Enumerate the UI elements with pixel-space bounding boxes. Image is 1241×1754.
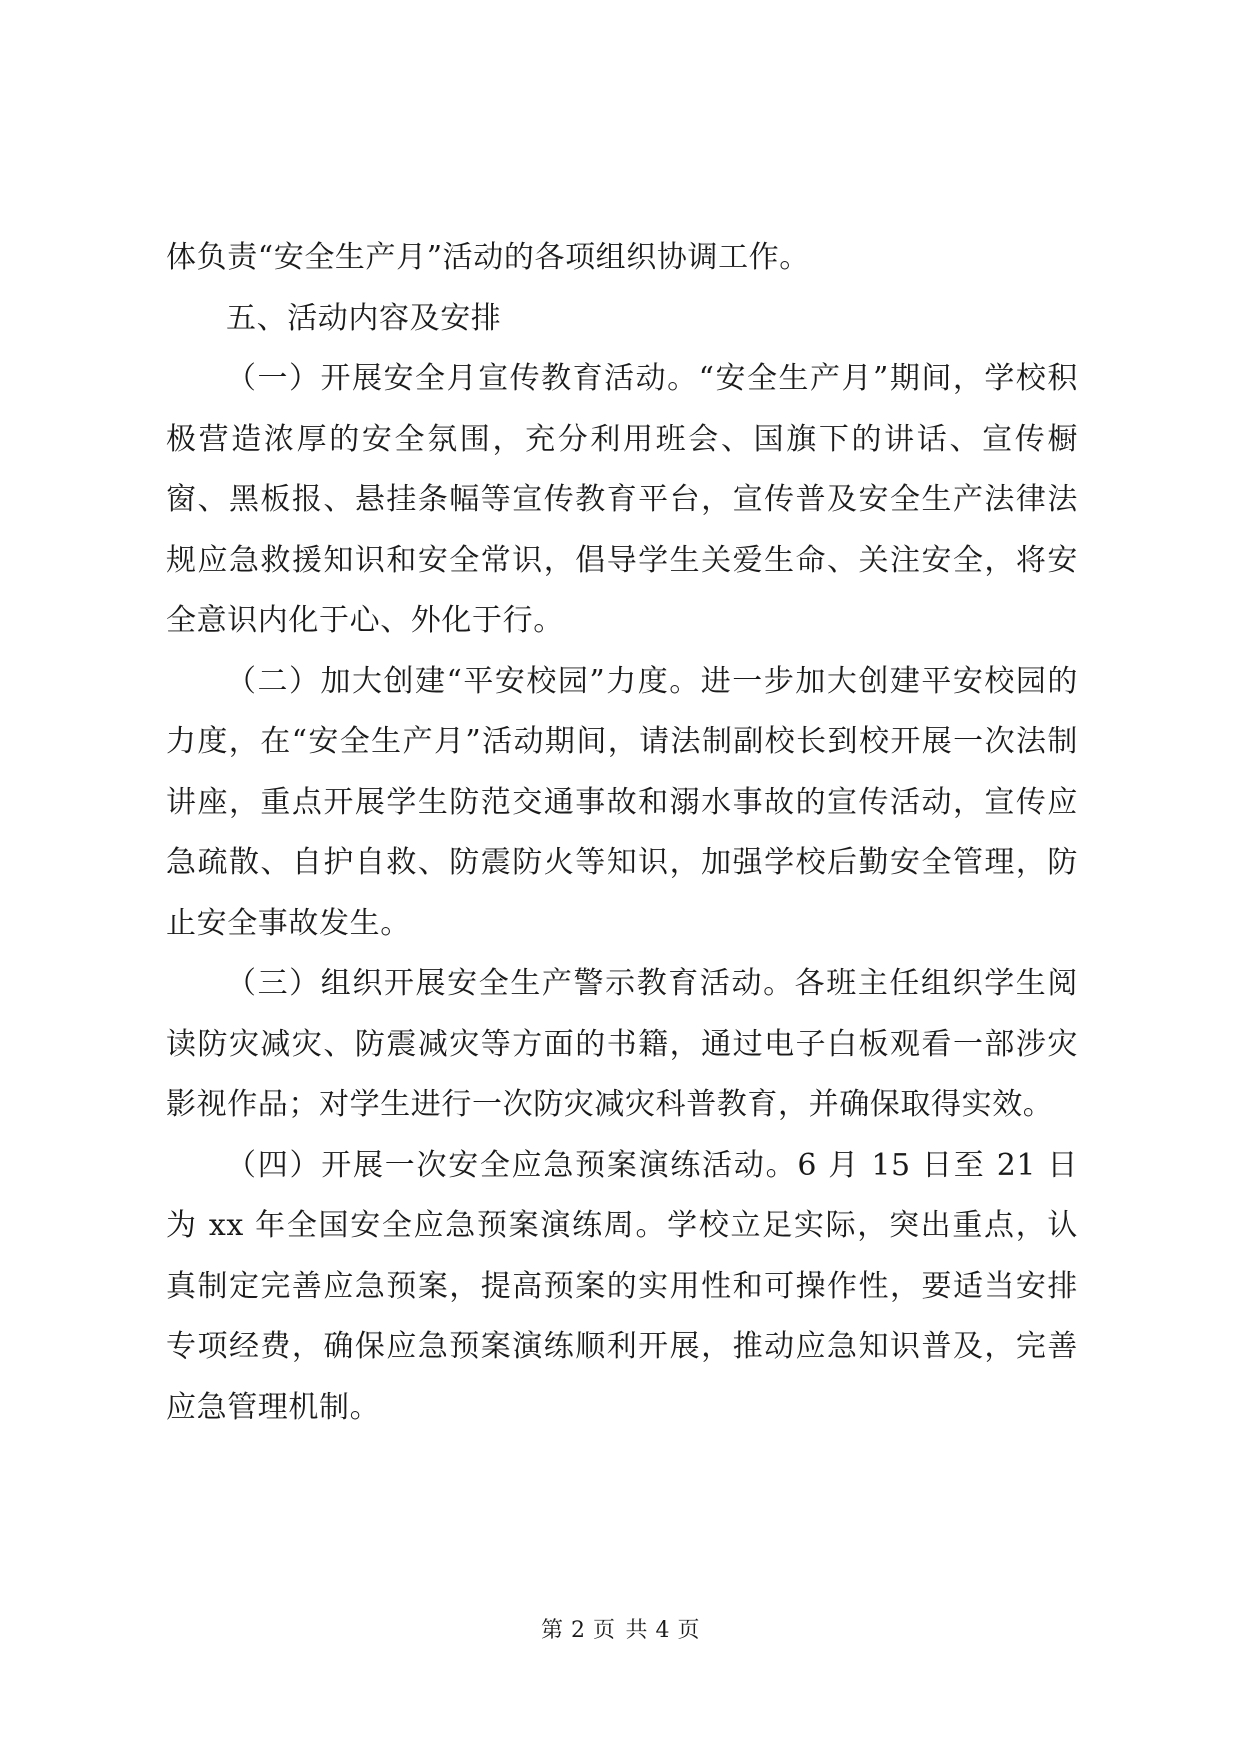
paragraph-item-2: （二）加大创建“平安校园”力度。进一步加大创建平安校园的力度，在“安全生产月”活动期间，请法制副校长到校开展一次法制讲座，重点开展学生防范交通事故和溺水事故的宣传活动，宣传应急疏散、自护自救、防震防火等知识，加强学校后勤安全管理，防止安全事故发生。 — [166, 663, 1078, 941]
paragraph-item-4: （四）开展一次安全应急预案演练活动。6 月 15 日至 21 日为 xx 年全国安全应急预案演练周。学校立足实际，突出重点，认真制定完善应急预案，提高预案的实用性和可操作性，要适当安排专项经费，确保应急预案演练顺利开展，推动应急知识普及，完善应急管理机制。 — [166, 1147, 1078, 1425]
paragraph-continuation: 体负责“安全生产月”活动的各项组织协调工作。 — [166, 240, 810, 275]
paragraph-item-1: （一）开展安全月宣传教育活动。“安全生产月”期间，学校积极营造浓厚的安全氛围，充分利用班会、国旗下的讲话、宣传橱窗、黑板报、悬挂条幅等宣传教育平台，宣传普及安全生产法律法规应急救援知识和安全常识，倡导学生关爱生命、关注安全，将安全意识内化于心、外化于行。 — [166, 361, 1078, 638]
document-body — [166, 228, 1078, 1438]
page-number: 第 2 页 — [541, 1618, 616, 1643]
page-total: 共 4 页 — [625, 1618, 700, 1643]
paragraph-item-3: （三）组织开展安全生产警示教育活动。各班主任组织学生阅读防灾减灾、防震减灾等方面的书籍，通过电子白板观看一部涉灾影视作品；对学生进行一次防灾减灾科普教育，并确保取得实效。 — [166, 966, 1078, 1122]
page-footer — [0, 1616, 1241, 1646]
section-heading: 五、活动内容及安排 — [226, 300, 502, 336]
